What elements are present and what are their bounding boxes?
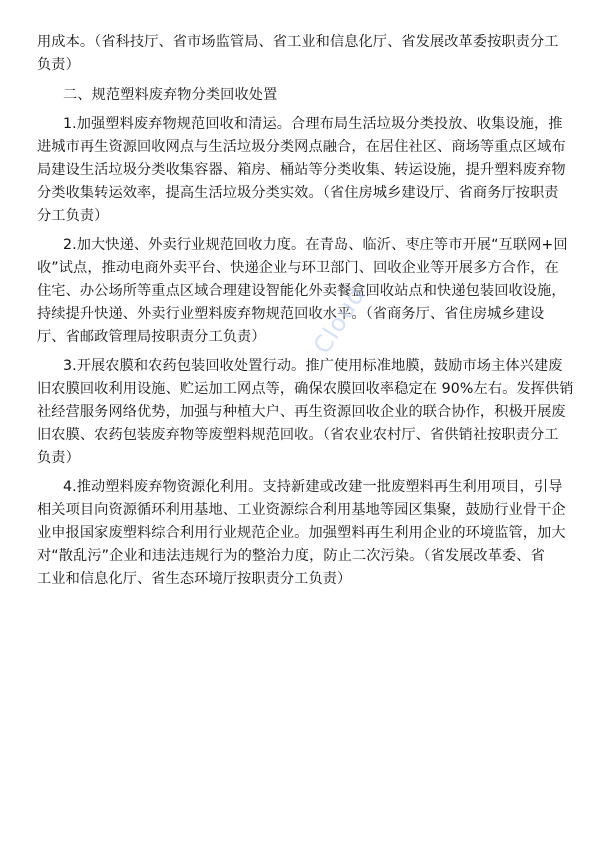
text-line: 分工负责） [37,207,109,224]
paragraph-item-2 [37,234,568,348]
text-line: 负责） [37,449,80,466]
section-heading [37,84,561,107]
text-line: 工业和信息化厅、省生态环境厅按职责分工负责） [37,570,352,587]
text-line: 相关项目向资源循环利用基地、工业资源综合利用基地等园区集聚，鼓励行业骨干企 [37,502,566,519]
text-line: 分类收集转运效率，提高生活垃圾分类实效。（省住房城乡建设厅、省商务厅按职责 [37,184,559,201]
paragraph-item-3 [37,355,574,469]
text-line: 对“散乱污”企业和违法违规行为的整治力度，防止二次污染。（省发展改革委、省 [37,547,545,564]
text-line: 4.推动塑料废弃物资源化利用。支持新建或改建一批废塑料再生利用项目，引导 [63,479,563,496]
text-line: 业申报国家废塑料综合利用行业规范企业。加强塑料再生利用企业的环境监管，加大 [37,524,566,541]
text-line: 厅、省邮政管理局按职责分工负责） [37,328,266,345]
text-line: 社经营服务网络优势，加强与种植大户、再生资源回收企业的联合协作，积极开展废 [37,403,566,420]
paragraph-intro-continuation [37,31,561,77]
text-line: 住宅、办公场所等重点区域合理建设智能化外卖餐盒回收站点和快递包装回收设施， [37,282,566,299]
text-line: 局建设生活垃圾分类收集容器、箱房、桶站等分类收集、转运设施，提升塑料废弃物 [37,161,566,178]
text-line: 2.加大快递、外卖行业规范回收力度。在青岛、临沂、枣庄等市开展“互联网+回 [63,237,568,254]
section-heading-text: 二、规范塑料废弃物分类回收处置 [63,86,278,103]
text-line: 持续提升快递、外卖行业塑料废弃物规范回收水平。（省商务厅、省住房城乡建设 [37,305,545,322]
paragraph-item-4 [37,476,566,590]
text-line: 进城市再生资源回收网点与生活垃圾分类网点融合，在居住社区、商场等重点区域布 [37,139,566,156]
text-line: 旧农膜回收利用设施、贮运加工网点等，确保农膜回收率稳定在 90%左右。发挥供销 [37,381,574,398]
text-line: 旧农膜、农药包装废弃物等废塑料规范回收。（省农业农村厅、省供销社按职责分工 [37,426,559,443]
text-line: 用成本。（省科技厅、省市场监管局、省工业和信息化厅、省发展改革委按职责分工 [37,34,559,50]
text-line: 负责） [37,56,80,73]
document-body [37,31,574,590]
text-line: 1.加强塑料废弃物规范回收和清运。合理布局生活垃圾分类投放、收集设施，推 [63,116,563,133]
paragraph-item-1 [37,113,566,227]
text-line: 3.开展农膜和农药包装回收处置行动。推广使用标准地膜，鼓励市场主体兴建废 [63,358,563,375]
watermark: Cloud [308,281,371,359]
text-line: 收”试点，推动电商外卖平台、快递企业与环卫部门、回收企业等开展多方合作，在 [37,260,559,277]
